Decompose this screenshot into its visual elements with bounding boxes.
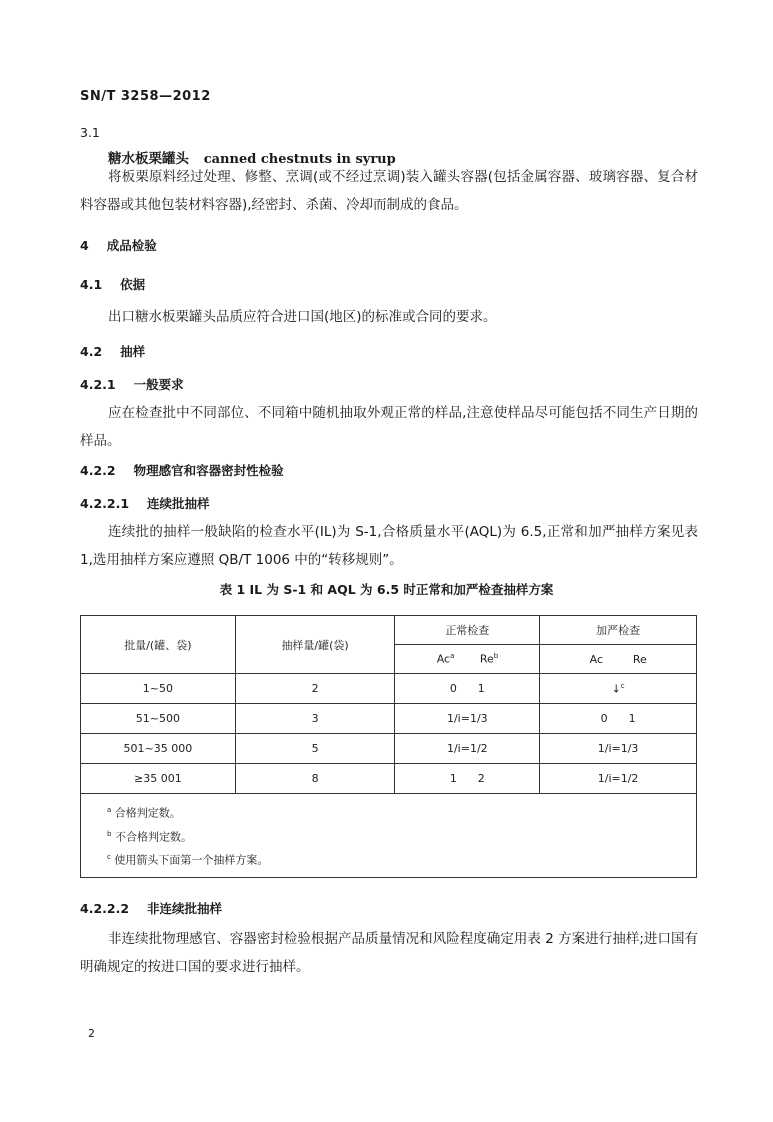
clause-4-1-heading [80,275,145,293]
cell-tightened [540,674,697,704]
clause-4-2-1-text: 应在检查批中不同部位、不同箱中随机抽取外观正常的样品,注意使样品尽可能包括不同生产日期的样品。 [80,405,698,449]
cell-sample: 3 [235,704,395,734]
clause-4-1-text: 出口糖水板栗罐头品质应符合进口国(地区)的标准或合同的要求。 [108,309,497,325]
header-tightened-ac-re [540,645,697,674]
clause-4-2-2-heading [80,461,284,479]
table-note: $^a$ 合格判定数。 [107,806,181,820]
clause-4-2-number: 4.2 [80,344,103,359]
clause-4-2-1-title: 一般要求 [133,377,184,392]
section-4-title: 成品检验 [106,238,157,253]
cell-tightened: 1/i=1/2 [540,764,697,794]
section-4-heading [80,236,157,254]
table-note: $^c$ 使用箭头下面第一个抽样方案。 [107,853,269,867]
table-row [81,764,697,794]
cell-normal: 1/i=1/2 [395,734,540,764]
term-english: canned chestnuts in syrup [203,152,396,167]
clause-4-2-title: 抽样 [120,344,146,359]
cell-sample: 8 [235,764,395,794]
clause-4-2-2-2-text: 非连续批物理感官、容器密封检验根据产品质量情况和风险程度确定用表 2 方案进行抽样;进口国有明确规定的按进口国的要求进行抽样。 [80,931,698,975]
cell-tightened: 1/i=1/3 [540,734,697,764]
clause-4-2-heading [80,342,145,360]
cell-tightened: 0 1 [540,704,697,734]
cell-normal: 1/i=1/3 [395,704,540,734]
cell-lot: 1~50 [81,674,236,704]
standard-number: SN/T 3258—2012 [80,89,211,104]
cell-normal: 0 1 [395,674,540,704]
clause-4-2-1-number: 4.2.1 [80,377,116,392]
header-lot: 批量/(罐、袋) [81,616,236,674]
clause-4-2-2-2-heading [80,899,222,917]
section-4-number: 4 [80,238,89,253]
clause-4-2-2-number: 4.2.2 [80,463,116,478]
table-note: $^b$ 不合格判定数。 [107,829,192,844]
header-sample: 抽样量/罐(袋) [235,616,395,674]
table-1 [80,615,697,878]
clause-3-1-number: 3.1 [80,125,100,140]
table-row [81,734,697,764]
clause-4-2-1-heading [80,375,184,393]
header-normal-ac: Ac$^a$ [436,652,455,666]
cell-sample: 2 [235,674,395,704]
header-normal-ac-re [395,645,540,674]
clause-4-2-2-1-heading [80,494,210,512]
page-number: 2 [88,1027,95,1040]
header-normal-re: Re$^b$ [479,652,499,666]
down-arrow-icon: ↓ [611,682,621,696]
cell-sample: 5 [235,734,395,764]
header-tightened-ac: Ac [589,652,604,666]
table-notes [81,794,697,878]
arrow-note-mark: c [620,681,625,690]
header-tightened-re: Re [632,652,647,666]
header-normal: 正常检查 [395,616,540,645]
table-row [81,704,697,734]
clause-4-1-number: 4.1 [80,277,103,292]
clause-4-2-2-1-text: 连续批的抽样一般缺陷的检查水平(IL)为 S-1,合格质量水平(AQL)为 6.5,正常和加严抽样方案见表 1,选用抽样方案应遵照 QB/T 1006 中的“转移规则”。 [80,524,698,568]
clause-4-1-title: 依据 [120,277,146,292]
clause-4-2-2-2-title: 非连续批抽样 [147,901,223,916]
clause-4-2-2-1-number: 4.2.2.1 [80,496,130,511]
table-1-caption: 表 1 IL 为 S-1 和 AQL 为 6.5 时正常和加严检查抽样方案 [219,582,554,597]
header-tightened: 加严检查 [540,616,697,645]
term-chinese: 糖水板栗罐头 [108,151,189,167]
term-definition: 将板栗原料经过处理、修整、烹调(或不经过烹调)装入罐头容器(包括金属容器、玻璃容器、复合材料容器或其他包装材料容器),经密封、杀菌、冷却而制成的食品。 [80,169,698,213]
clause-4-2-2-title: 物理感官和容器密封性检验 [133,463,284,478]
cell-lot: ≥35 001 [81,764,236,794]
clause-4-2-2-2-number: 4.2.2.2 [80,901,130,916]
cell-lot: 501~35 000 [81,734,236,764]
table-row [81,674,697,704]
cell-lot: 51~500 [81,704,236,734]
cell-normal: 1 2 [395,764,540,794]
clause-4-2-2-1-title: 连续批抽样 [147,496,210,511]
